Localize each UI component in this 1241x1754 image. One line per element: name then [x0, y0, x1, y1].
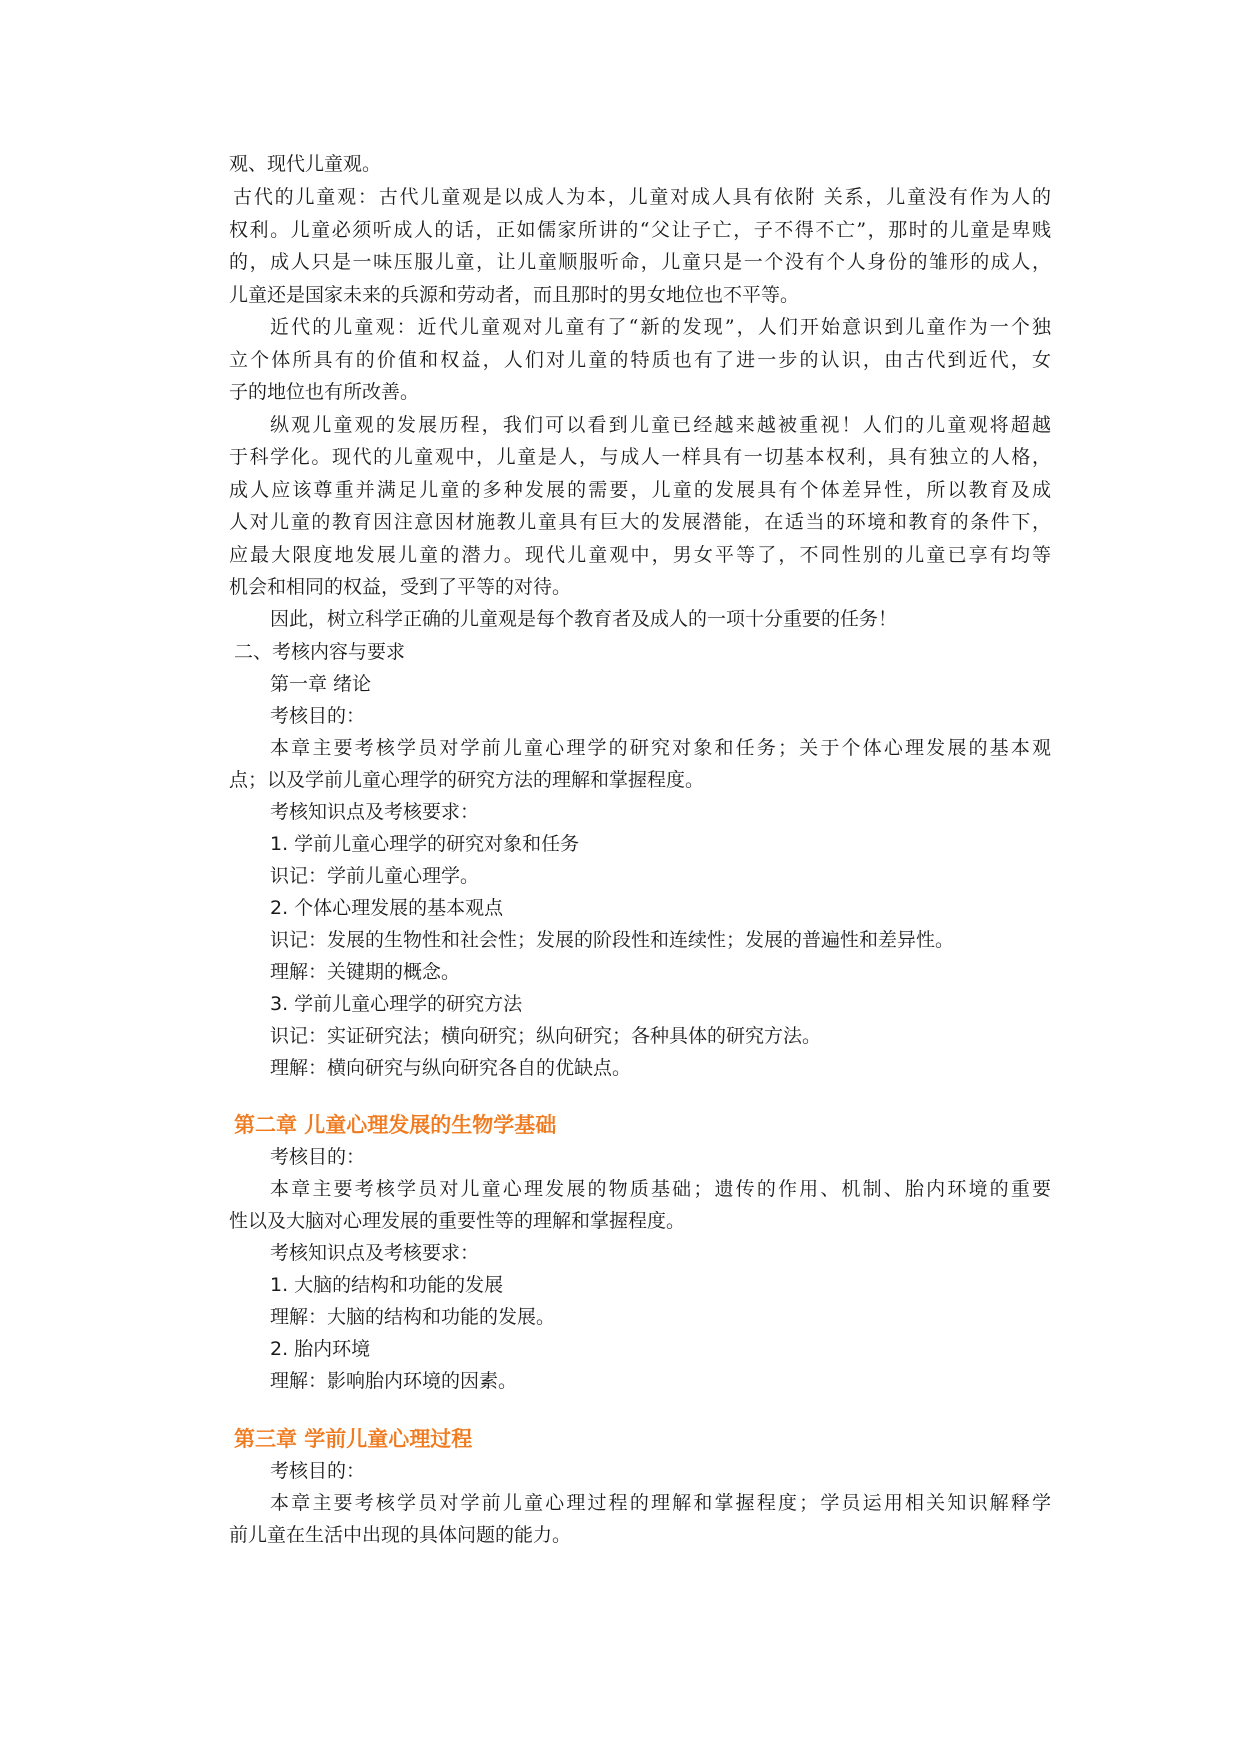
- paragraph-line: 前儿童在生活中出现的具体问题的能力。: [229, 1524, 572, 1546]
- paragraph-line: 纵观儿童观的发展历程，我们可以看到儿童已经越来越被重视！人们的儿童观将超越: [270, 414, 1051, 436]
- section-heading: 二、考核内容与要求: [234, 641, 406, 663]
- list-item-detail: 理解：横向研究与纵向研究各自的优缺点。: [270, 1057, 632, 1079]
- paragraph-line: 本章主要考核学员对学前儿童心理学的研究对象和任务；关于个体心理发展的基本观: [270, 737, 1051, 759]
- list-item: 1. 学前儿童心理学的研究对象和任务: [270, 833, 580, 855]
- list-item: 1. 大脑的结构和功能的发展: [270, 1274, 504, 1296]
- paragraph-line: 古代的儿童观：古代儿童观是以成人为本，儿童对成人具有依附 关系，儿童没有作为人的: [233, 186, 1051, 208]
- paragraph-line: 人对儿童的教育因注意因材施教儿童具有巨大的发展潜能，在适当的环境和教育的条件下，: [229, 511, 1051, 533]
- paragraph-line: 成人应该尊重并满足儿童的多种发展的需要，儿童的发展具有个体差异性，所以教育及成: [229, 479, 1051, 501]
- paragraph-line: 本章主要考核学员对儿童心理发展的物质基础；遗传的作用、机制、胎内环境的重要: [270, 1178, 1051, 1200]
- paragraph-line: 立个体所具有的价值和权益，人们对儿童的特质也有了进一步的认识，由古代到近代，女: [229, 349, 1051, 371]
- list-item-detail: 识记：发展的生物性和社会性；发展的阶段性和连续性；发展的普遍性和差异性。: [270, 929, 955, 951]
- list-item: 2. 个体心理发展的基本观点: [270, 897, 504, 919]
- chapter-heading: 第二章 儿童心理发展的生物学基础: [234, 1113, 557, 1137]
- list-item: 3. 学前儿童心理学的研究方法: [270, 993, 523, 1015]
- subheading: 考核知识点及考核要求：: [270, 1242, 480, 1264]
- list-item-detail: 识记：学前儿童心理学。: [270, 865, 480, 887]
- subheading: 考核目的：: [270, 705, 366, 727]
- paragraph-line: 于科学化。现代的儿童观中，儿童是人，与成人一样具有一切基本权利，具有独立的人格，: [229, 446, 1051, 468]
- subheading: 考核目的：: [270, 1146, 366, 1168]
- list-item: 2. 胎内环境: [270, 1338, 371, 1360]
- paragraph-line: 因此，树立科学正确的儿童观是每个教育者及成人的一项十分重要的任务！: [270, 608, 898, 630]
- paragraph-line: 点；以及学前儿童心理学的研究方法的理解和掌握程度。: [229, 769, 705, 791]
- paragraph-line: 权利。儿童必须听成人的话，正如儒家所讲的“父让子亡，子不得不亡”，那时的儿童是卑贱: [229, 219, 1051, 241]
- chapter-heading: 第三章 学前儿童心理过程: [234, 1427, 473, 1451]
- paragraph-line: 近代的儿童观：近代儿童观对儿童有了“新的发现”，人们开始意识到儿童作为一个独: [270, 316, 1051, 338]
- list-item-detail: 识记：实证研究法；横向研究；纵向研究；各种具体的研究方法。: [270, 1025, 822, 1047]
- paragraph-line: 儿童还是国家未来的兵源和劳动者，而且那时的男女地位也不平等。: [229, 284, 800, 306]
- paragraph-line: 机会和相同的权益，受到了平等的对待。: [229, 576, 572, 598]
- paragraph-line: 子的地位也有所改善。: [229, 381, 420, 403]
- subheading: 考核知识点及考核要求：: [270, 801, 480, 823]
- list-item-detail: 理解：关键期的概念。: [270, 961, 461, 983]
- list-item-detail: 理解：大脑的结构和功能的发展。: [270, 1306, 556, 1328]
- list-item-detail: 理解：影响胎内环境的因素。: [270, 1370, 518, 1392]
- paragraph-line: 应最大限度地发展儿童的潜力。现代儿童观中，男女平等了，不同性别的儿童已享有均等: [229, 544, 1051, 566]
- paragraph-line: 本章主要考核学员对学前儿童心理过程的理解和掌握程度；学员运用相关知识解释学: [270, 1492, 1051, 1514]
- chapter-title: 第一章 绪论: [270, 673, 372, 695]
- paragraph-line: 的，成人只是一味压服儿童，让儿童顺服听命，儿童只是一个没有个人身份的雏形的成人，: [229, 251, 1051, 273]
- paragraph-line: 性以及大脑对心理发展的重要性等的理解和掌握程度。: [229, 1210, 686, 1232]
- subheading: 考核目的：: [270, 1460, 366, 1482]
- paragraph-line: 观、现代儿童观。: [229, 153, 382, 175]
